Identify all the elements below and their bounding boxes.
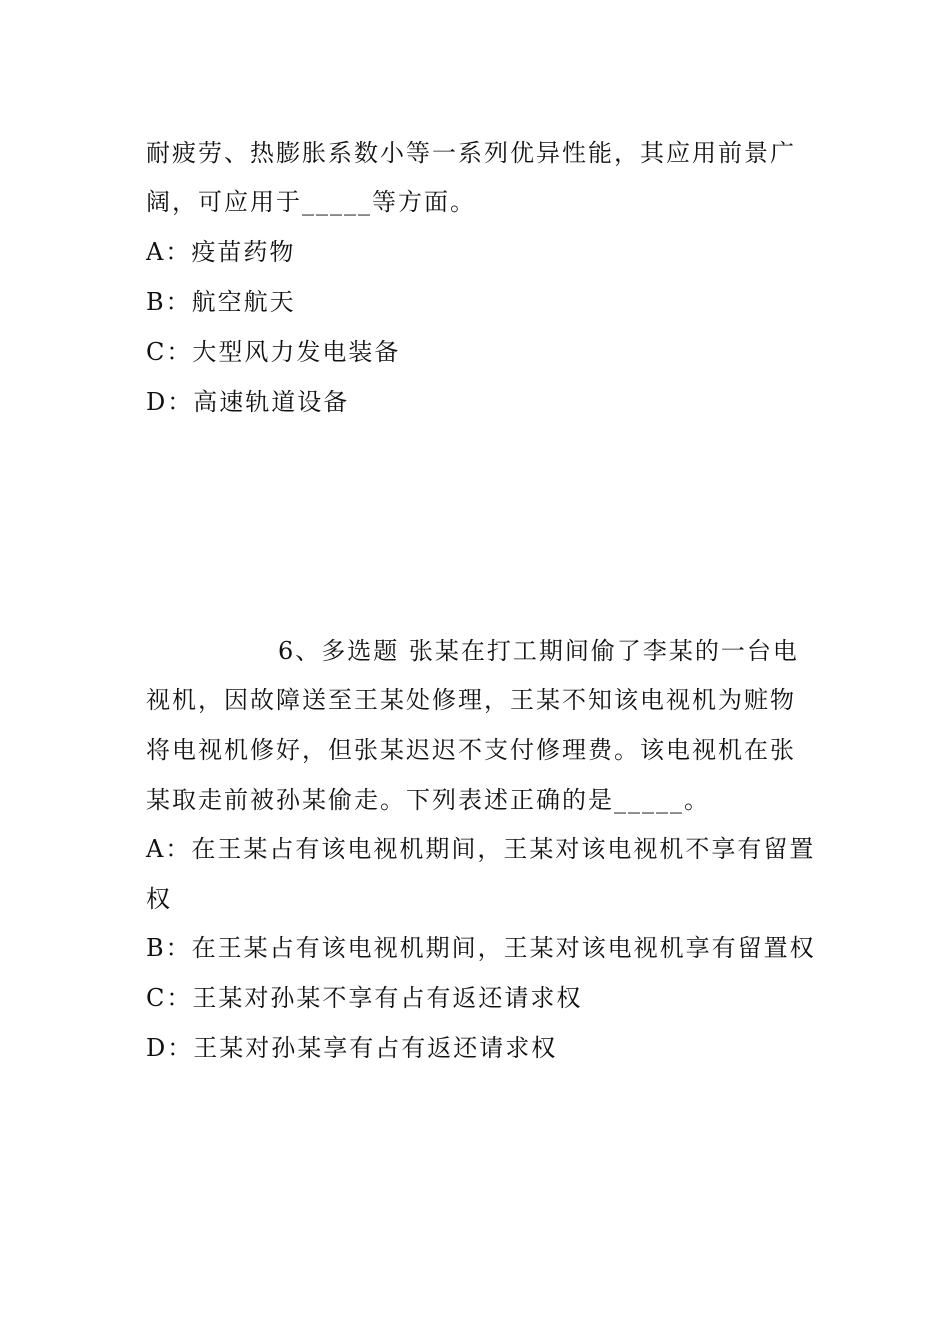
q5-option-a: A：疫苗药物 — [146, 238, 296, 266]
q6-stem-line-1: 6、多选题 张某在打工期间偷了李某的一台电 — [278, 637, 799, 665]
q5-stem-line-2: 阔，可应用于_____等方面。 — [146, 188, 476, 216]
q6-option-a: A：在王某占有该电视机期间，王某对该电视机不享有留置 — [146, 835, 816, 863]
q6-option-d: D：王某对孙某享有占有返还请求权 — [146, 1034, 558, 1062]
q6-option-c: C：王某对孙某不享有占有返还请求权 — [146, 984, 583, 1012]
q5-option-b: B：航空航天 — [146, 288, 296, 316]
q6-stem-line-4: 某取走前被孙某偷走。下列表述正确的是_____。 — [146, 786, 710, 814]
q5-option-c: C：大型风力发电装备 — [146, 338, 401, 366]
q6-option-b: B：在王某占有该电视机期间，王某对该电视机享有留置权 — [146, 934, 816, 962]
q6-option-a-continued: 权 — [146, 885, 172, 913]
q5-option-d: D：高速轨道设备 — [146, 388, 350, 416]
q6-stem-line-3: 将电视机修好，但张某迟迟不支付修理费。该电视机在张 — [146, 736, 796, 764]
q6-stem-line-2: 视机，因故障送至王某处修理，王某不知该电视机为赃物 — [146, 686, 796, 714]
q5-stem-line-1: 耐疲劳、热膨胀系数小等一系列优异性能，其应用前景广 — [146, 139, 796, 167]
